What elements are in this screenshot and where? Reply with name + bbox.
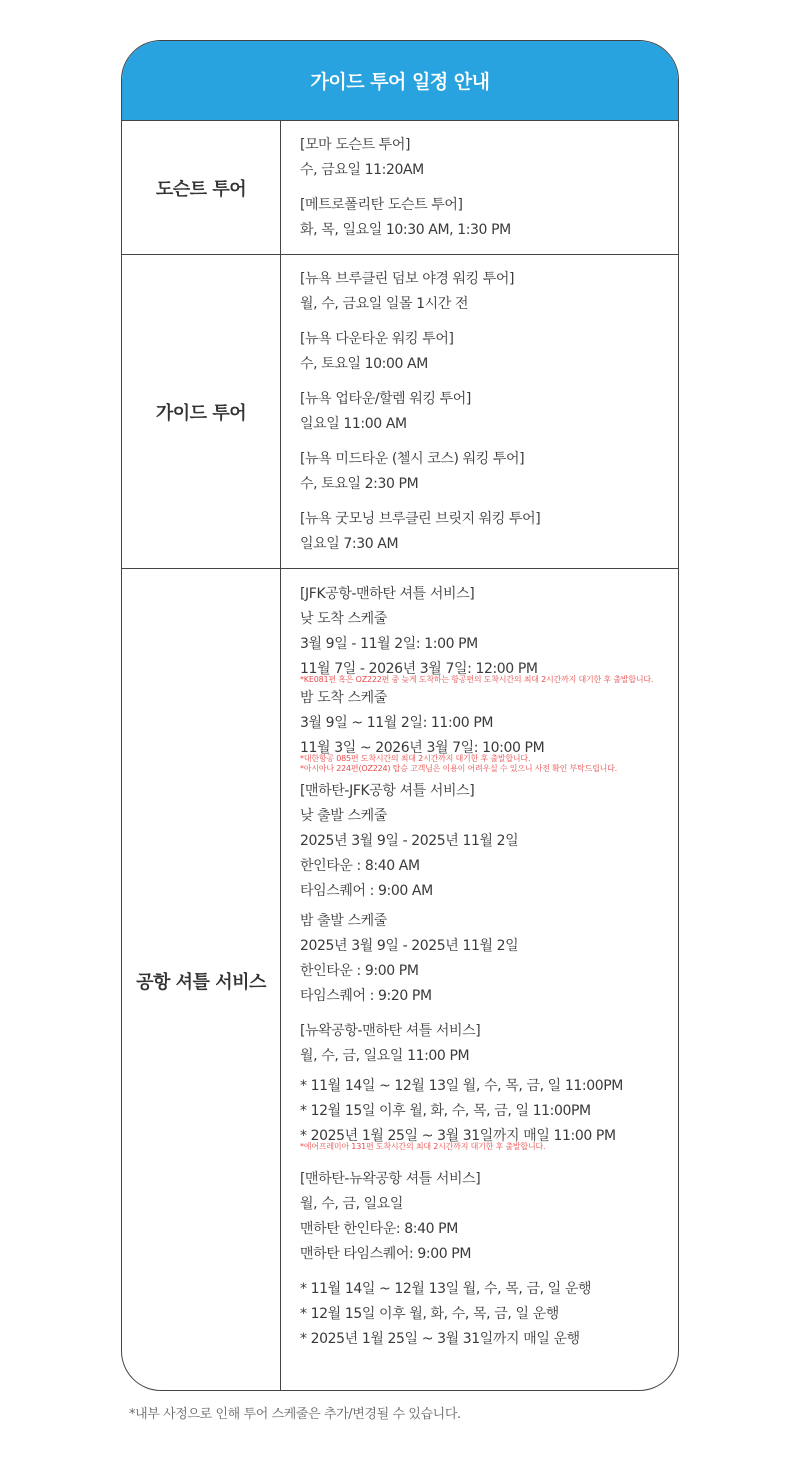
schedule-line: 한인타운 : 8:40 AM [300, 858, 420, 874]
schedule-line: 11월 3일 ~ 2026년 3월 7일: 10:00 PM [300, 740, 545, 756]
shuttle-title: [JFK공항-맨하탄 셔틀 서비스] [300, 586, 475, 602]
notice-text: *KE081편 혹은 OZ222편 중 늦게 도착하는 항공편의 도착시간의 최대 2시간까지 대기한 후 출발합니다. [300, 675, 654, 684]
docent-tour-label: 도슨트 투어 [122, 121, 281, 254]
airport-shuttle-label: 공항 셔틀 서비스 [122, 569, 281, 1391]
airport-shuttle-row [122, 569, 678, 1391]
schedule-line: 월, 수, 금, 일요일 [300, 1196, 404, 1212]
tour-schedule: 일요일 11:00 AM [300, 416, 407, 432]
shuttle-title: [뉴왁공항-맨하탄 셔틀 서비스] [300, 1023, 481, 1039]
schedule-line: * 2025년 1월 25일 ~ 3월 31일까지 매일 11:00 PM [300, 1128, 616, 1144]
footnote: *내부 사정으로 인해 투어 스케줄은 추가/변경될 수 있습니다. [129, 1407, 461, 1422]
tour-name: [뉴욕 업타운/할렘 워킹 투어] [300, 391, 471, 407]
schedule-title: 낮 출발 스케줄 [300, 808, 387, 824]
tour-name: [뉴욕 굿모닝 브루클린 브릿지 워킹 투어] [300, 511, 541, 527]
schedule-title: 밤 출발 스케줄 [300, 913, 387, 929]
schedule-line: 맨하탄 타임스퀘어: 9:00 PM [300, 1246, 472, 1262]
notice-text: *대한항공 085편 도착시간의 최대 2시간까지 대기한 후 출발합니다. [300, 754, 531, 763]
schedule-title: 낮 도착 스케줄 [300, 611, 387, 627]
schedule-line: 타임스퀘어 : 9:00 AM [300, 883, 433, 899]
schedule-line: 월, 수, 금, 일요일 11:00 PM [300, 1048, 470, 1064]
schedule-card [121, 40, 679, 1391]
tour-name: [모마 도슨트 투어] [300, 137, 411, 153]
tour-schedule: 일요일 7:30 AM [300, 536, 399, 552]
docent-tour-row [122, 121, 678, 255]
schedule-line: * 12월 15일 이후 월, 화, 수, 목, 금, 일 11:00PM [300, 1103, 591, 1119]
schedule-line: * 11월 14일 ~ 12월 13일 월, 수, 목, 금, 일 11:00PM [300, 1078, 623, 1094]
notice-text: *에어프레미아 131편 도착시간의 최대 2시간까지 대기한 후 출발합니다. [300, 1142, 546, 1151]
schedule-line: * 2025년 1월 25일 ~ 3월 31일까지 매일 운행 [300, 1331, 580, 1347]
tour-schedule: 월, 수, 금요일 일몰 1시간 전 [300, 296, 469, 312]
schedule-line: 11월 7일 - 2026년 3월 7일: 12:00 PM [300, 661, 538, 677]
schedule-line: * 12월 15일 이후 월, 화, 수, 목, 금, 일 운행 [300, 1306, 559, 1322]
guide-tour-row [122, 255, 678, 569]
schedule-line: 2025년 3월 9일 - 2025년 11월 2일 [300, 938, 519, 954]
shuttle-title: [맨하탄-JFK공항 셔틀 서비스] [300, 783, 475, 799]
schedule-line: 타임스퀘어 : 9:20 PM [300, 988, 432, 1004]
notice-text: *아시아나 224편(OZ224) 탑승 고객님은 이용이 어려우실 수 있으니 사전 확인 부탁드립니다. [300, 764, 618, 773]
tour-name: [뉴욕 미드타운 (첼시 코스) 워킹 투어] [300, 451, 525, 467]
page-title: 가이드 투어 일정 안내 [122, 41, 678, 121]
tour-schedule: 수, 토요일 10:00 AM [300, 356, 428, 372]
schedule-line: 3월 9일 - 11월 2일: 1:00 PM [300, 636, 478, 652]
schedule-line: * 11월 14일 ~ 12월 13일 월, 수, 목, 금, 일 운행 [300, 1281, 592, 1297]
schedule-line: 3월 9일 ~ 11월 2일: 11:00 PM [300, 715, 494, 731]
shuttle-title: [맨하탄-뉴왁공항 셔틀 서비스] [300, 1171, 481, 1187]
guide-tour-label: 가이드 투어 [122, 255, 281, 568]
schedule-line: 2025년 3월 9일 - 2025년 11월 2일 [300, 833, 519, 849]
schedule-line: 맨하탄 한인타운: 8:40 PM [300, 1221, 458, 1237]
tour-schedule: 수, 금요일 11:20AM [300, 162, 424, 178]
tour-name: [메트로폴리탄 도슨트 투어] [300, 197, 463, 213]
tour-schedule: 화, 목, 일요일 10:30 AM, 1:30 PM [300, 222, 511, 238]
schedule-line: 한인타운 : 9:00 PM [300, 963, 419, 979]
tour-schedule: 수, 토요일 2:30 PM [300, 476, 419, 492]
schedule-title: 밤 도착 스케줄 [300, 690, 387, 706]
tour-name: [뉴욕 브루클린 덤보 야경 워킹 투어] [300, 271, 515, 287]
tour-name: [뉴욕 다운타운 워킹 투어] [300, 331, 454, 347]
